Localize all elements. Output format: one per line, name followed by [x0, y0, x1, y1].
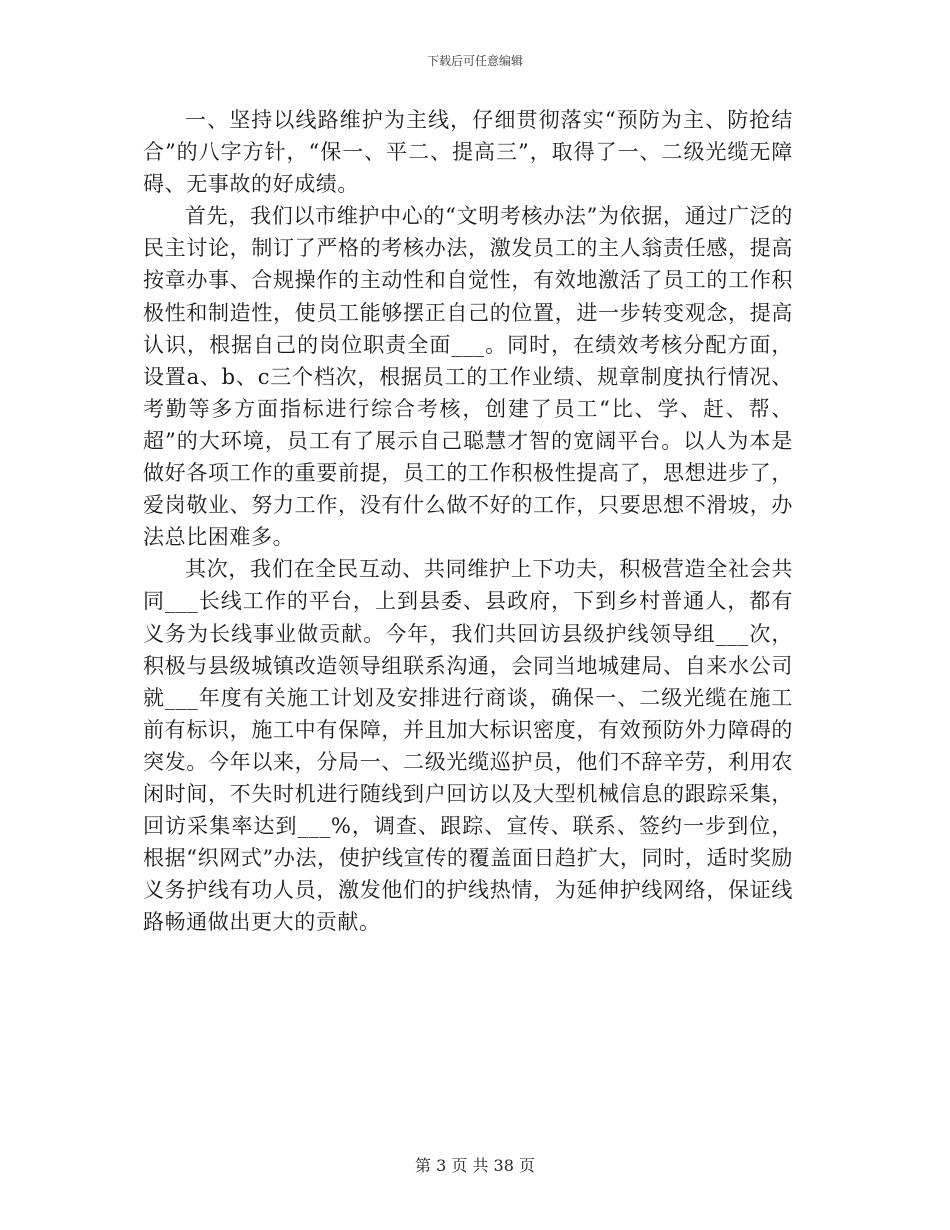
paragraph-3: 其次，我们在全民互动、共同维护上下功夫，积极营造全社会共同___长线工作的平台，上到县委、县政府，下到乡村普通人，都有义务为长线事业做贡献。今年，我们共回访县级护线领导组___次，积极与县级城镇改造领导组联系沟通，会同当地城建局、自来水公司就___年度有关施工计划及安排进行商谈，确保一、二级光缆在施工前有标识，施工中有保障，并且加大标识密度，有效预防外力障碍的突发。今年以来，分局一、二级光缆巡护员，他们不辞辛劳，利用农闲时间，不失时机进行随线到户回访以及大型机械信息的跟踪采集，回访采集率达到___%，调查、跟踪、宣传、联系、签约一步到位，根据“织网式”办法，使护线宣传的覆盖面日趋扩大，同时，适时奖励义务护线有功人员，激发他们的护线热情，为延伸护线网络，保证线路畅通做出更大的贡献。 [143, 557, 793, 935]
paragraph-2: 首先，我们以市维护中心的“文明考核办法”为依据，通过广泛的民主讨论，制订了严格的考核办法，激发员工的主人翁责任感，提高按章办事、合规操作的主动性和自觉性，有效地激活了员工的工作积极性和制造性，使员工能够摆正自己的位置，进一步转变观念，提高认识，根据自己的岗位职责全面___。同时，在绩效考核分配方面，设置a、b、c三个档次，根据员工的工作业绩、规章制度执行情况、考勤等多方面指标进行综合考核，创建了员工“比、学、赶、帮、超”的大环境，员工有了展示自己聪慧才智的宽阔平台。以人为本是做好各项工作的重要前提，员工的工作积极性提高了，思想进步了，爱岗敬业、努力工作，没有什么做不好的工作，只要思想不滑坡，办法总比困难多。 [143, 204, 793, 550]
page-header: 下载后可任意编辑 [426, 54, 523, 68]
paragraph-1: 一、坚持以线路维护为主线，仔细贯彻落实“预防为主、防抢结合”的八字方针，“保一、平二、提高三”，取得了一、二级光缆无障碍、无事故的好成绩。 [143, 108, 793, 197]
page-number: 第 3 页 共 38 页 [415, 1156, 535, 1175]
document-body [143, 104, 793, 938]
